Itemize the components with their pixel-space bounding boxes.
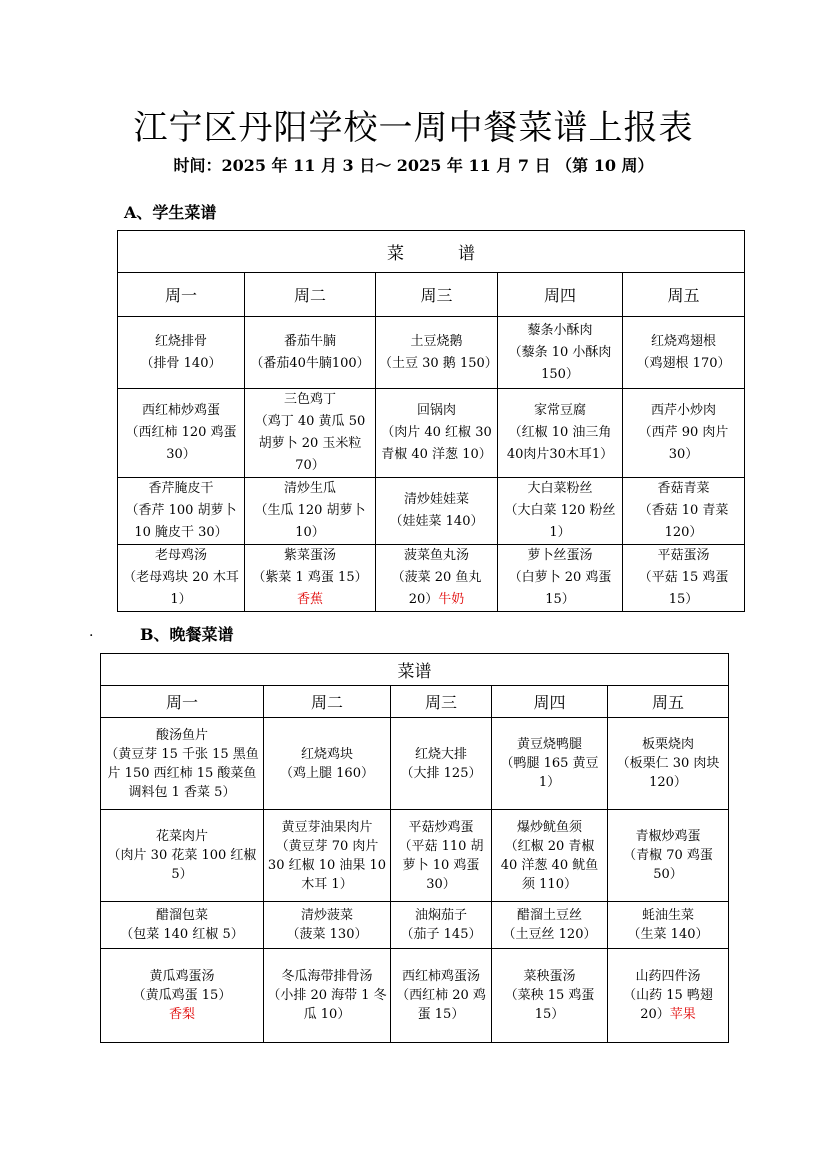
dish-name: 菜秧蛋汤 [523,969,576,984]
dish-detail: （大白菜 120 粉丝 1） [504,503,616,540]
fruit-label: 香梨 [168,1007,195,1022]
dish-name: 清炒娃娃菜 [403,492,469,507]
menu-cell [623,478,745,545]
menu-cell [608,949,729,1043]
dish-name: 三色鸡丁 [283,392,336,407]
dish-name: 醋溜土豆丝 [516,908,582,923]
menu-cell [264,810,391,902]
menu-cell [101,902,264,949]
dish-detail: （菜秧 15 鸡蛋 15） [504,988,595,1022]
dinner-day-tue: 周二 [264,686,391,718]
dish-name: 家常豆腐 [533,403,586,418]
dish-name: 黄瓜鸡蛋汤 [149,969,215,984]
menu-cell [623,389,745,478]
dinner-table-header: 菜谱 [101,654,729,686]
menu-cell [118,545,245,612]
menu-cell [118,389,245,478]
dish-detail: （小排 20 海带 1 冬瓜 10） [267,988,387,1022]
dish-name: 清炒生瓜 [283,481,336,496]
menu-cell [608,810,729,902]
date-range: 时间：2025 年 11 月 3 日～ 2025 年 11 月 7 日 （第 10 周） [173,156,654,175]
dish-detail: （茄子 145） [400,927,482,942]
dish-detail: （鸡丁 40 黄瓜 50 胡萝卜 20 玉米粒 70） [254,414,366,473]
menu-cell [608,902,729,949]
dish-name: 菠菜鱼丸汤 [403,548,469,563]
dish-detail: （土豆 30 鹅 150） [379,355,498,371]
dish-detail: （鸡翅根 170） [636,355,731,371]
dinner-day-mon: 周一 [101,686,264,718]
dish-name: 平菇炒鸡蛋 [408,819,474,835]
dish-detail: （娃娃菜 140） [389,514,484,529]
dinner-day-thu: 周四 [492,686,608,718]
dish-name: 大白菜粉丝 [527,481,593,496]
menu-cell [623,317,745,389]
menu-cell [498,478,623,545]
dish-detail: （平菇 110 胡萝卜 10 鸡蛋 30） [398,838,484,892]
dish-name: 平菇蛋汤 [657,548,710,563]
menu-cell [264,949,391,1043]
dish-name: 西红柿鸡蛋汤 [401,969,480,984]
menu-cell [101,718,264,810]
dish-detail: （鸡上腿 160） [280,765,374,781]
dish-name: 香芹腌皮干 [148,481,214,496]
lunch-day-fri: 周五 [623,273,745,317]
menu-cell [608,718,729,810]
dish-name: 紫菜蛋汤 [283,548,336,563]
menu-cell [492,718,608,810]
dish-detail: （黄豆芽 70 肉片 30 红椒 10 油果 10 木耳 1） [267,838,387,892]
dish-name: 酸汤鱼片 [155,727,208,743]
fruit-label: 香蕉 [296,592,323,607]
dish-name: 黄豆烧鸭腿 [516,737,582,752]
dish-name: 回锅肉 [416,403,456,418]
dish-detail: （包菜 140 红椒 5） [120,927,244,942]
lunch-day-wed: 周三 [376,273,498,317]
dish-detail: （红椒 10 油三角 40肉片30木耳1） [506,425,614,462]
menu-cell [245,317,376,389]
dish-name: 爆炒鱿鱼须 [516,819,582,835]
lunch-table-header: 菜 谱 [118,231,745,273]
dish-detail: （鸭腿 165 黄豆 1） [500,756,599,790]
dish-name: 醋溜包菜 [155,908,208,923]
dish-detail: （黄豆芽 15 千张 15 黑鱼片 150 西红柿 15 酸菜鱼调料包 1 香菜 5） [105,746,259,800]
dish-detail: （西红柿 120 鸡蛋 30） [125,425,237,462]
dish-name: 番茄牛腩 [283,333,336,349]
menu-cell [101,810,264,902]
dish-detail: （生瓜 120 胡萝卜 10） [254,503,366,540]
menu-cell [118,317,245,389]
dish-name: 板栗烧肉 [642,737,695,752]
menu-cell [264,902,391,949]
dish-name: 香菇青菜 [657,481,710,496]
dish-name: 青椒炒鸡蛋 [635,829,701,844]
dish-detail: （藜条 10 小酥肉 150） [508,344,612,382]
dish-name: 红烧排骨 [154,333,207,349]
dish-detail: （红椒 20 青椒 40 洋葱 40 鱿鱼须 110） [500,838,599,892]
dish-detail: （白萝卜 20 鸡蛋 15） [508,570,612,607]
menu-cell [245,389,376,478]
dish-detail: （番茄40牛腩100） [250,355,370,371]
dish-name: 土豆烧鹅 [410,333,463,349]
dish-detail: （菠菜 130） [286,927,368,942]
menu-cell [492,810,608,902]
fruit-label: 苹果 [669,1007,696,1022]
dinner-menu-table [100,653,729,1043]
menu-cell [118,478,245,545]
dish-detail: （黄瓜鸡蛋 15） [132,988,232,1003]
dish-name: 藜条小酥肉 [527,322,593,338]
dish-detail: （生菜 140） [627,927,709,942]
dish-name: 冬瓜海带排骨汤 [281,969,373,984]
dish-detail: （西红柿 20 鸡蛋 15） [396,988,486,1022]
dish-detail: （平菇 15 鸡蛋 15） [638,570,729,607]
menu-cell [245,478,376,545]
menu-cell [376,545,498,612]
dish-name: 红烧鸡块 [300,746,353,762]
menu-cell [391,949,492,1043]
menu-cell [376,389,498,478]
dish-detail: （排骨 140） [140,355,222,371]
menu-cell [498,545,623,612]
dish-name: 黄豆芽油果肉片 [281,819,373,835]
dish-detail: （山药 15 鸭翅 20） [623,988,713,1022]
dish-name: 老母鸡汤 [154,548,207,563]
menu-cell [376,317,498,389]
dish-detail: （青椒 70 鸡蛋 50） [623,848,713,882]
dish-detail: （老母鸡块 20 木耳 1） [123,570,239,607]
menu-cell [623,545,745,612]
bullet-dot: . [89,624,94,640]
menu-cell [391,902,492,949]
dish-detail: （肉片 30 花菜 100 红椒 5） [107,848,257,882]
dinner-section-label: B、晚餐菜谱 [140,625,234,644]
menu-cell [376,478,498,545]
dish-name: 蚝油生菜 [642,908,695,923]
dinner-day-fri: 周五 [608,686,729,718]
dish-detail: （土豆丝 120） [502,927,597,942]
lunch-section-label: A、学生菜谱 [124,203,217,222]
lunch-day-tue: 周二 [245,273,376,317]
dish-detail: （西芹 90 肉片 30） [638,425,729,462]
menu-cell [498,389,623,478]
lunch-menu-table [117,230,745,612]
dish-name: 山药四件汤 [635,969,701,984]
dish-name: 油焖茄子 [414,908,467,923]
menu-cell [391,718,492,810]
lunch-day-thu: 周四 [498,273,623,317]
dish-name: 西红柿炒鸡蛋 [141,403,220,418]
dish-name: 红烧大排 [414,746,467,762]
menu-cell [391,810,492,902]
menu-cell [245,545,376,612]
dish-name: 花菜肉片 [155,829,208,844]
dish-name: 红烧鸡翅根 [651,333,717,349]
menu-cell [492,902,608,949]
dish-detail: （菠菜 20 鱼丸 20） [391,570,482,607]
dish-name: 西芹小炒肉 [651,403,717,418]
dish-name: 清炒菠菜 [300,908,353,923]
dish-detail: （香芹 100 胡萝卜 10 腌皮干 30） [125,503,237,540]
dish-detail: （紫菜 1 鸡蛋 15） [252,570,368,585]
page-title: 江宁区丹阳学校一周中餐菜谱上报表 [133,108,694,148]
menu-cell [101,949,264,1043]
dish-detail: （香菇 10 青菜 120） [638,503,729,540]
dinner-day-wed: 周三 [391,686,492,718]
menu-cell [498,317,623,389]
dish-name: 萝卜丝蛋汤 [527,548,593,563]
menu-cell [264,718,391,810]
fruit-label: 牛奶 [438,592,465,607]
menu-cell [492,949,608,1043]
dish-detail: （大排 125） [400,765,482,781]
lunch-day-mon: 周一 [118,273,245,317]
dish-detail: （肉片 40 红椒 30 青椒 40 洋葱 10） [381,425,492,462]
dish-detail: （板栗仁 30 肉块 120） [616,756,720,790]
